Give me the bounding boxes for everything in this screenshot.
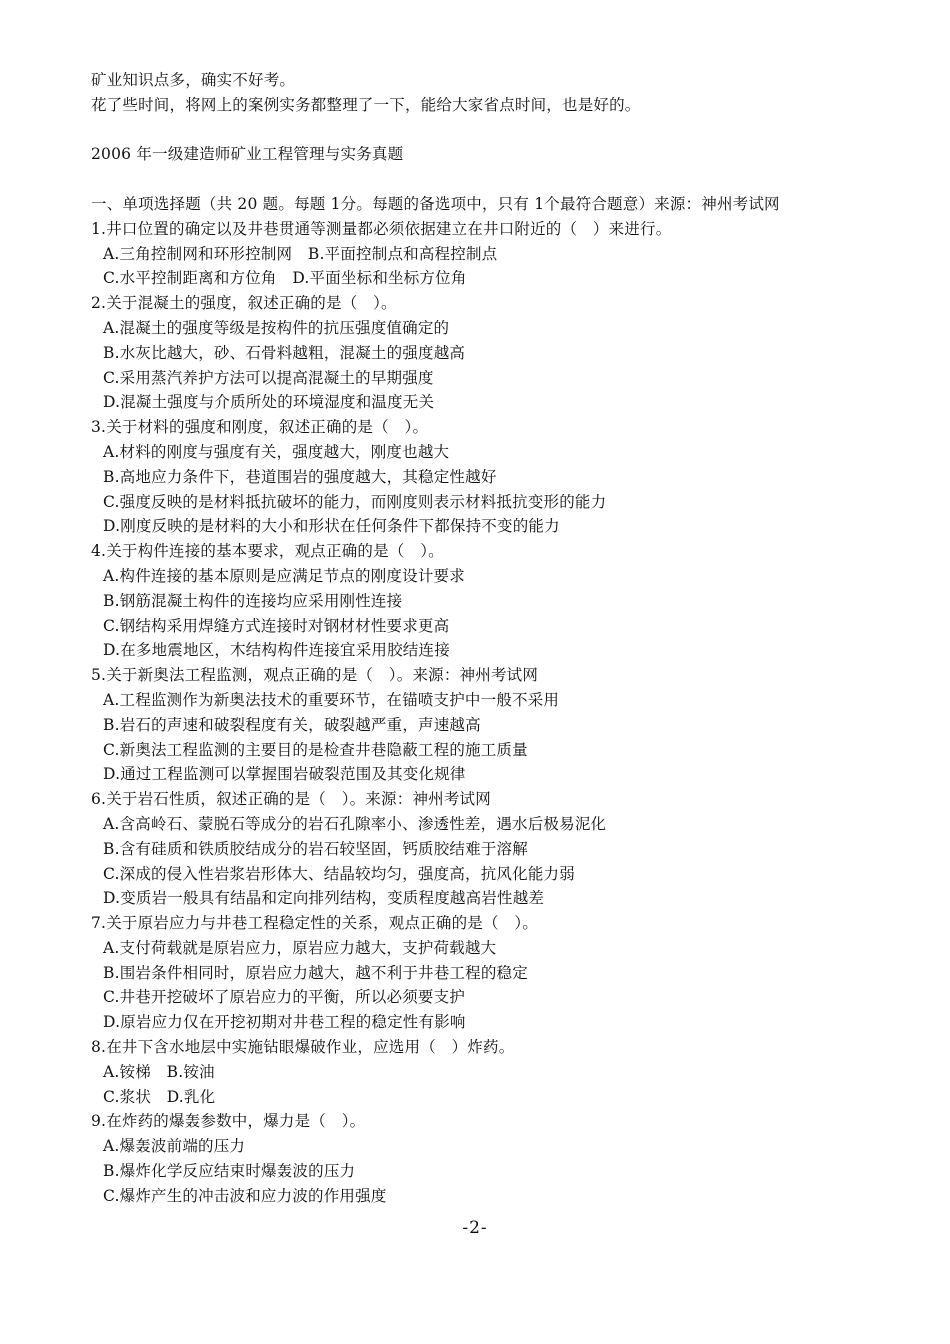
question-option: A.混凝土的强度等级是按构件的抗压强度值确定的 (103, 318, 450, 337)
document-body (91, 68, 871, 1209)
question-option: A.爆轰波前端的压力 (103, 1137, 246, 1156)
question-stem: 1.井口位置的确定以及井巷贯通等测量都必须依据建立在井口附近的（ ）来进行。 (91, 219, 672, 238)
question-option: A.材料的刚度与强度有关，强度越大，刚度也越大 (103, 442, 450, 461)
question-option: A.三角控制网和环形控制网 B.平面控制点和高程控制点 (103, 244, 498, 263)
question-option: B.含有硅质和铁质胶结成分的岩石较坚固，钙质胶结难于溶解 (103, 839, 528, 858)
question-stem: 7.关于原岩应力与井巷工程稳定性的关系，观点正确的是（ ）。 (91, 914, 539, 933)
question-option: B.爆炸化学反应结束时爆轰波的压力 (103, 1162, 356, 1181)
question-1 (91, 217, 871, 291)
question-option: C.浆状 D.乳化 (103, 1087, 216, 1106)
question-2 (91, 291, 871, 415)
question-option: D.在多地震地区，木结构构件连接宜采用胶结连接 (103, 641, 450, 660)
question-6 (91, 787, 871, 911)
question-option: C.采用蒸汽养护方法可以提高混凝土的早期强度 (103, 368, 434, 387)
question-3 (91, 415, 871, 539)
intro-line: 矿业知识点多，确实不好考。 (91, 71, 296, 89)
question-stem: 2.关于混凝土的强度，叙述正确的是（ ）。 (91, 294, 397, 313)
question-stem: 9.在炸药的爆轰参数中，爆力是（ ）。 (91, 1112, 366, 1131)
question-8 (91, 1035, 871, 1109)
question-option: D.变质岩一般具有结晶和定向排列结构，变质程度越高岩性越差 (103, 889, 545, 908)
spacer (91, 118, 871, 143)
question-option: D.原岩应力仅在开挖初期对井巷工程的稳定性有影响 (103, 1013, 466, 1032)
question-option: A.铵梯 B.铵油 (103, 1062, 215, 1081)
question-9 (91, 1109, 871, 1208)
page-number: -2- (462, 1218, 488, 1238)
question-option: C.钢结构采用焊缝方式连接时对钢材材性要求更高 (103, 616, 450, 635)
question-stem: 8.在井下含水地层中实施钻眼爆破作业，应选用（ ）炸药。 (91, 1038, 515, 1057)
intro-line: 花了些时间，将网上的案例实务都整理了一下，能给大家省点时间，也是好的。 (91, 95, 641, 114)
question-option: C.井巷开挖破坏了原岩应力的平衡，所以必须要支护 (103, 988, 466, 1007)
intro-block (91, 68, 871, 118)
question-option: D.刚度反映的是材料的大小和形状在任何条件下都保持不变的能力 (103, 517, 560, 536)
question-7 (91, 911, 871, 1035)
question-option: C.水平控制距离和方位角 D.平面坐标和坐标方位角 (103, 269, 467, 288)
question-list (91, 217, 871, 1209)
question-option: A.支付荷载就是原岩应力，原岩应力越大，支护荷载越大 (103, 938, 497, 957)
question-option: C.爆炸产生的冲击波和应力波的作用强度 (103, 1186, 387, 1205)
question-option: B.高地应力条件下，巷道围岩的强度越大，其稳定性越好 (103, 467, 497, 486)
question-option: A.含高岭石、蒙脱石等成分的岩石孔隙率小、渗透性差，遇水后极易泥化 (103, 814, 607, 833)
question-option: A.工程监测作为新奥法技术的重要环节，在锚喷支护中一般不采用 (103, 690, 560, 709)
question-5 (91, 663, 871, 787)
question-option: B.岩石的声速和破裂程度有关，破裂越严重，声速越高 (103, 715, 481, 734)
document-title: 2006 年一级建造师矿业工程管理与实务真题 (91, 145, 404, 164)
question-option: C.深成的侵入性岩浆岩形体大、结晶较均匀，强度高，抗风化能力弱 (103, 864, 575, 883)
question-option: C.新奥法工程监测的主要目的是检查井巷隐蔽工程的施工质量 (103, 740, 528, 759)
question-option: A.构件连接的基本原则是应满足节点的刚度设计要求 (103, 566, 465, 585)
section-heading: 一、单项选择题（共 20 题。每题 1分。每题的备选项中，只有 1个最符合题意）来源：神州考试网 (91, 194, 780, 213)
question-option: B.钢筋混凝土构件的连接均应采用刚性连接 (103, 591, 403, 610)
question-option: B.水灰比越大，砂、石骨料越粗，混凝土的强度越高 (103, 343, 466, 362)
question-4 (91, 539, 871, 663)
question-stem: 5.关于新奥法工程监测，观点正确的是（ ）。来源：神州考试网 (91, 666, 539, 685)
question-option: B.围岩条件相同时，原岩应力越大，越不利于井巷工程的稳定 (103, 963, 528, 982)
question-stem: 4.关于构件连接的基本要求，观点正确的是（ ）。 (91, 542, 444, 561)
question-option: D.混凝土强度与介质所处的环境湿度和温度无关 (103, 393, 435, 412)
spacer (91, 167, 871, 192)
question-option: D.通过工程监测可以掌握围岩破裂范围及其变化规律 (103, 765, 466, 784)
question-option: C.强度反映的是材料抵抗破坏的能力，而刚度则表示材料抵抗变形的能力 (103, 492, 607, 511)
question-stem: 3.关于材料的强度和刚度，叙述正确的是（ ）。 (91, 418, 429, 437)
question-stem: 6.关于岩石性质，叙述正确的是（ ）。来源：神州考试网 (91, 790, 491, 809)
